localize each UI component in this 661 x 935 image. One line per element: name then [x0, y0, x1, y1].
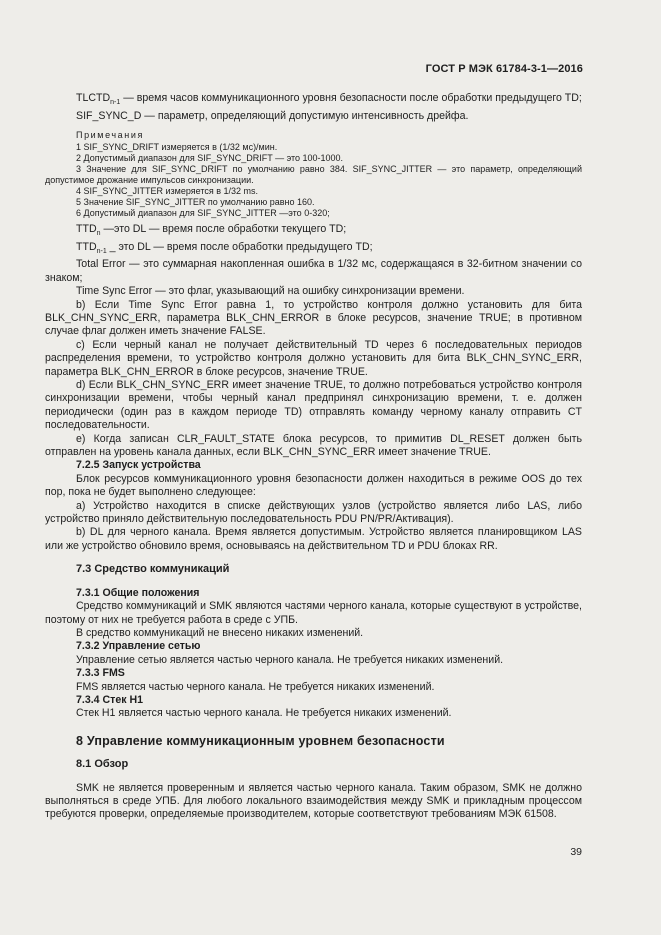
list-item-d: d) Если BLK_CHN_SYNC_ERR имеет значение TRUE, то должно потребоваться устройство контроля синхронизации времени, чтобы черный канал предпринял синхронизацию времени, т. е. должен периодически (один раз в каждом периоде TD) отправлять команду черному каналу отправить CT последовательности.: [45, 379, 582, 432]
list-item-e: e) Когда записан CLR_FAULT_STATE блока ресурсов, то примитив DL_RESET должен быть отправлен на уровень канала данных, если BLK_CHN_SYNC_ERR имеет значение TRUE.: [45, 432, 582, 459]
list-item-c: c) Если черный канал не получает действительный TD через 6 последовательных периодов распределения времени, то устройство контроля должно установить для бита BLK_CHN_SYNC_ERR, параметра BLK_CHN_ERROR в блоке ресурсов, значение TRUE.: [45, 338, 582, 378]
paragraph-7-3-3: FMS является частью черного канала. Не требуется никаких изменений.: [76, 680, 435, 693]
page-number: 39: [570, 846, 582, 858]
paragraph-7-2-5: Блок ресурсов коммуникационного уровня безопасности должен находиться в режиме OOS до тех пор, пока не будет выполнено следующее:: [45, 472, 582, 499]
section-heading-8-1: 8.1 Обзор: [76, 758, 129, 771]
body-text-block: [45, 92, 582, 822]
section-heading-8: 8 Управление коммуникационным уровнем безопасности: [76, 733, 445, 748]
list-item-7-2-5-b: b) DL для черного канала. Время является допустимым. Устройство является планировщиком LAS или же устройство обновило время, основываясь на действительном TD и PDU блоках RR.: [45, 526, 582, 552]
paragraph-8-1: SMK не является проверенным и является частью черного канала. Таким образом, SMK не должно выполняться в среде УПБ. Для любого локального взаимодействия между SMK и прикладным процессом требуются проверки, определяемые производителем, которые соответствуют требованиям МЭК 61508.: [45, 781, 582, 821]
note-6: 6 Допустимый диапазон для SIF_SYNC_JITTER —это 0-320;: [76, 208, 330, 219]
definition-total-error: Total Error — это суммарная накопленная ошибка в 1/32 мс, содержащаяся в 32-битном значении со знаком;: [45, 258, 582, 284]
note-3: 3 Значение для SIF_SYNC_DRIFT по умолчанию равно 384. SIF_SYNC_JITTER — это параметр, определяющий допустимое дрожание импульсов синхронизации.: [45, 164, 582, 186]
definition-tlctd: $TLCTD_{n-1}$ — время часов коммуникационного уровня безопасности после обработки предыдущего TD;: [76, 92, 582, 107]
paragraph-7-3-2: Управление сетью является частью черного канала. Не требуется никаких изменений.: [76, 653, 504, 666]
note-2: 2 Допустимый диапазон для SIF_SYNC_DRIFT — это 100-1000.: [76, 153, 344, 164]
section-heading-7-3-3: 7.3.3 FMS: [76, 667, 125, 680]
definition-ttd-n-1: $TTD_{n-1}$ _ это DL — время после обработки предыдущего TD;: [76, 240, 373, 255]
paragraph-7-3-4: Стек Н1 является частью черного канала. Не требуется никаких изменений.: [76, 707, 452, 720]
section-heading-7-2-5: 7.2.5 Запуск устройства: [76, 459, 201, 472]
list-item-b: b) Если Time Sync Error равна 1, то устройство контроля должно установить для бита BLK_CHN_SYNC_ERR, параметра BLK_CHN_ERROR в блоке ресурсов, значение TRUE; в противном случае флаг должен иметь значение FALSE.: [45, 298, 582, 338]
note-1: 1 SIF_SYNC_DRIFT измеряется в (1/32 мс)/мин.: [76, 142, 278, 153]
notes-heading: Примечания: [76, 129, 144, 140]
section-heading-7-3-1: 7.3.1 Общие положения: [76, 586, 200, 599]
section-heading-7-3-2: 7.3.2 Управление сетью: [76, 640, 201, 653]
definition-time-sync-error: Time Sync Error — это флаг, указывающий на ошибку синхронизации времени.: [76, 285, 465, 298]
definition-sif-sync-d: SIF_SYNC_D — параметр, определяющий допустимую интенсивность дрейфа.: [76, 109, 469, 122]
standard-header: ГОСТ Р МЭК 61784-3-1—2016: [425, 63, 583, 75]
definition-ttd-n: $TTD_n$ —это DL — время после обработки текущего TD;: [76, 223, 347, 238]
section-heading-7-3: 7.3 Средство коммуникаций: [76, 563, 230, 576]
paragraph-7-3-1-b: В средство коммуникаций не внесено никаких изменений.: [76, 626, 364, 639]
note-4: 4 SIF_SYNC_JITTER измеряется в 1/32 ms.: [76, 186, 259, 197]
list-item-7-2-5-a: a) Устройство находится в списке действующих узлов (устройство является либо LAS, либо устройство приняло действительную последовательность PDU PN/PR/Активация).: [45, 499, 582, 526]
note-5: 5 Значение SIF_SYNC_JITTER по умолчанию равно 160.: [76, 197, 315, 208]
paragraph-7-3-1-a: Средство коммуникаций и SMK являются частями черного канала, которые существуют в устройстве, поэтому от них не требуется работа в среде с УПБ.: [45, 600, 582, 626]
section-heading-7-3-4: 7.3.4 Стек Н1: [76, 693, 144, 706]
